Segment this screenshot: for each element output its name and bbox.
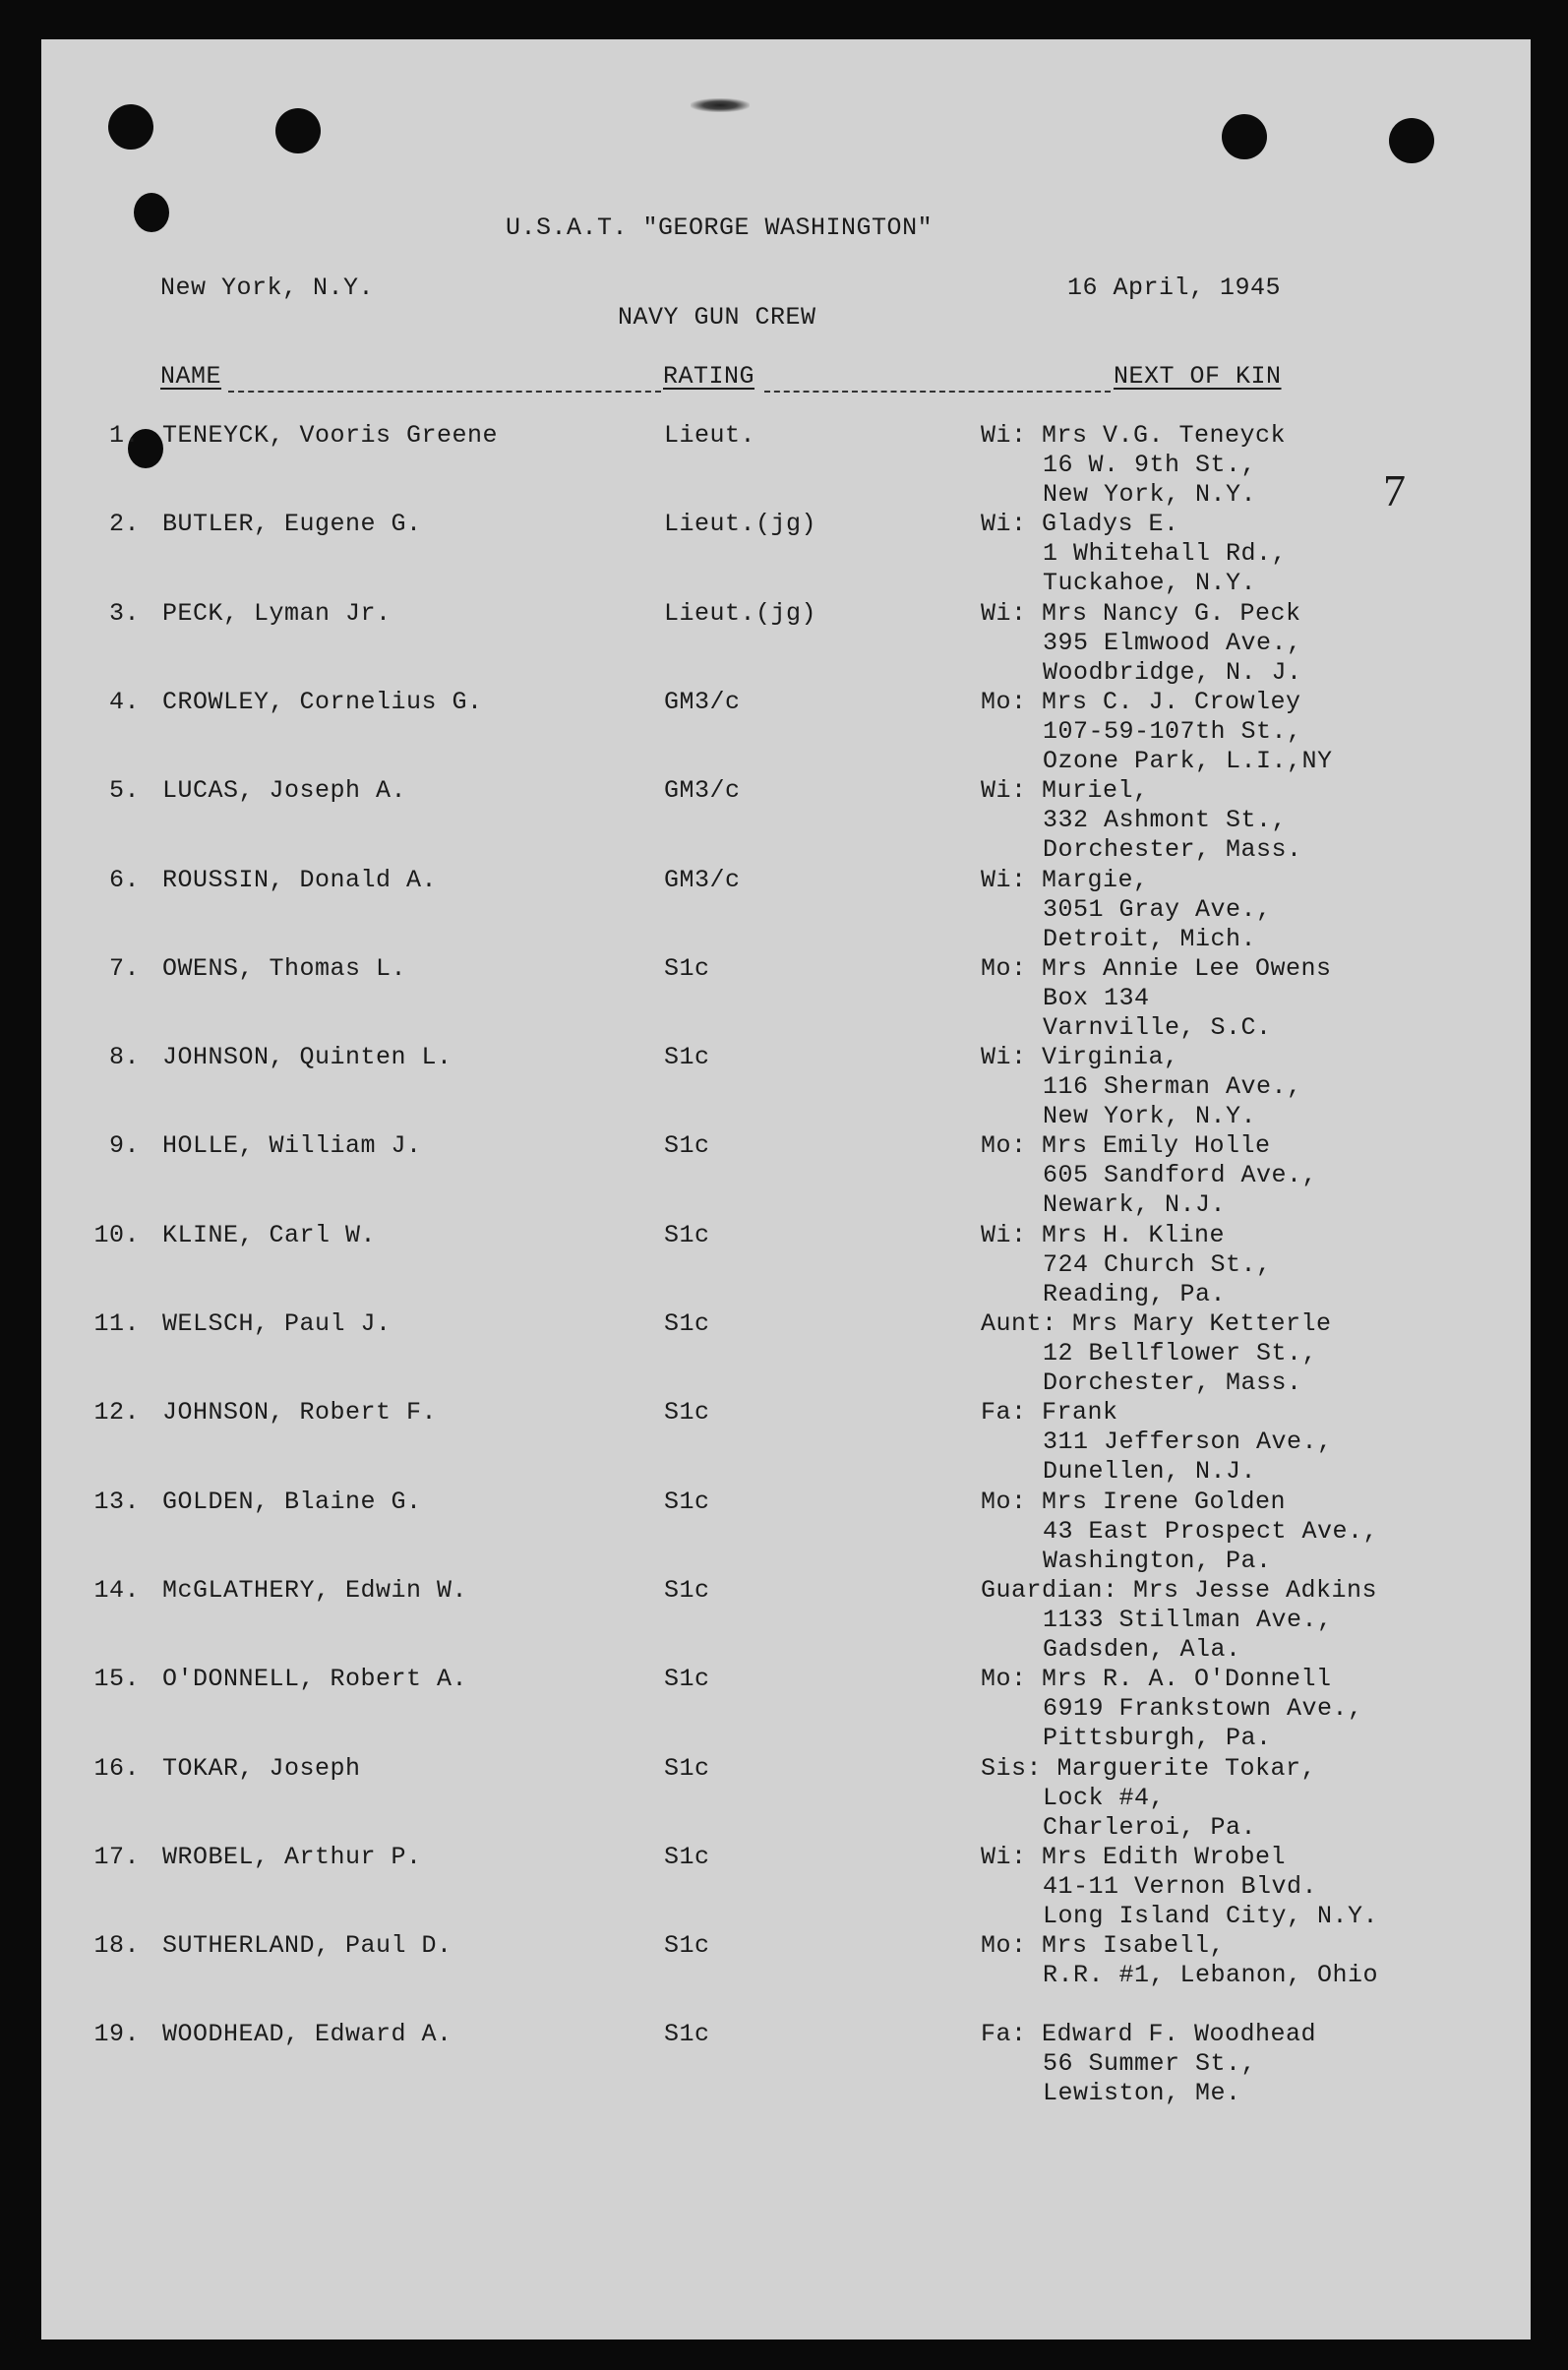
next-of-kin-line: Ozone Park, L.I.,NY <box>1043 747 1333 775</box>
next-of-kin <box>981 1576 1377 1665</box>
next-of-kin-line: Woodbridge, N. J. <box>1043 658 1302 687</box>
crew-number: 2. <box>108 510 140 538</box>
next-of-kin-line: Wi: Mrs H. Kline <box>981 1221 1226 1249</box>
next-of-kin-line: Wi: Mrs Edith Wrobel <box>981 1843 1287 1871</box>
crew-rating: GM3/c <box>664 688 741 716</box>
crew-name: WELSCH, Paul J. <box>162 1309 392 1338</box>
crew-number: 6. <box>108 866 140 894</box>
next-of-kin <box>981 1665 1363 1753</box>
crew-name: CROWLEY, Cornelius G. <box>162 688 483 716</box>
next-of-kin-line: Box 134 <box>1043 984 1150 1012</box>
crew-rating: S1c <box>664 1843 710 1871</box>
next-of-kin-line: Fa: Frank <box>981 1398 1118 1427</box>
crew-number: 11. <box>93 1309 140 1338</box>
crew-name: O'DONNELL, Robert A. <box>162 1665 468 1693</box>
location: New York, N.Y. <box>160 273 375 302</box>
crew-rating: S1c <box>664 1488 710 1516</box>
crew-name: JOHNSON, Robert F. <box>162 1398 438 1427</box>
next-of-kin-line: Mo: Mrs R. A. O'Donnell <box>981 1665 1332 1693</box>
ship-title: U.S.A.T. "GEORGE WASHINGTON" <box>506 213 934 242</box>
next-of-kin-line: 395 Elmwood Ave., <box>1043 629 1302 657</box>
next-of-kin-line: Mo: Mrs Irene Golden <box>981 1488 1287 1516</box>
next-of-kin-line: Mo: Mrs Annie Lee Owens <box>981 954 1332 983</box>
crew-rating: S1c <box>664 1931 710 1960</box>
crew-name: WOODHEAD, Edward A. <box>162 2020 452 2048</box>
next-of-kin-line: 56 Summer St., <box>1043 2049 1257 2078</box>
next-of-kin-line: Tuckahoe, N.Y. <box>1043 569 1257 597</box>
next-of-kin-line: Pittsburgh, Pa. <box>1043 1724 1272 1752</box>
next-of-kin <box>981 1398 1333 1487</box>
crew-name: BUTLER, Eugene G. <box>162 510 422 538</box>
crew-name: TOKAR, Joseph <box>162 1754 361 1783</box>
crew-rating: S1c <box>664 1131 710 1160</box>
next-of-kin-line: Wi: Margie, <box>981 866 1149 894</box>
next-of-kin-line: Charleroi, Pa. <box>1043 1813 1257 1842</box>
crew-name: WROBEL, Arthur P. <box>162 1843 422 1871</box>
next-of-kin <box>981 1488 1378 1576</box>
margin-note: 7 <box>1383 465 1406 516</box>
punch-hole <box>1389 118 1434 163</box>
next-of-kin <box>981 1309 1332 1398</box>
crew-number: 15. <box>93 1665 140 1693</box>
next-of-kin-line: 43 East Prospect Ave., <box>1043 1517 1379 1546</box>
header-rule <box>764 391 1111 393</box>
punch-hole <box>1222 114 1267 159</box>
crew-name: ROUSSIN, Donald A. <box>162 866 438 894</box>
next-of-kin-line: 605 Sandford Ave., <box>1043 1161 1318 1189</box>
column-header-rating: RATING <box>663 362 755 391</box>
crew-rating: S1c <box>664 1309 710 1338</box>
crew-rating: Lieut. <box>664 421 756 450</box>
next-of-kin-line: 12 Bellflower St., <box>1043 1339 1318 1367</box>
next-of-kin-line: Long Island City, N.Y. <box>1043 1902 1379 1930</box>
crew-name: OWENS, Thomas L. <box>162 954 407 983</box>
next-of-kin <box>981 1043 1302 1131</box>
punch-hole <box>275 108 321 153</box>
next-of-kin-line: Newark, N.J. <box>1043 1190 1227 1219</box>
next-of-kin-line: Wi: Virginia, <box>981 1043 1179 1071</box>
crew-number: 9. <box>108 1131 140 1160</box>
next-of-kin <box>981 1754 1316 1843</box>
crew-name: TENEYCK, Vooris Greene <box>162 421 499 450</box>
header-rule <box>228 391 661 393</box>
next-of-kin-line: Mo: Mrs C. J. Crowley <box>981 688 1301 716</box>
crew-rating: S1c <box>664 1398 710 1427</box>
crew-number: 13. <box>93 1488 140 1516</box>
next-of-kin <box>981 1931 1378 1990</box>
crew-number: 4. <box>108 688 140 716</box>
crew-name: HOLLE, William J. <box>162 1131 422 1160</box>
next-of-kin <box>981 510 1287 598</box>
next-of-kin-line: Gadsden, Ala. <box>1043 1635 1241 1664</box>
crew-rating: GM3/c <box>664 776 741 805</box>
next-of-kin <box>981 1131 1317 1220</box>
next-of-kin-line: R.R. #1, Lebanon, Ohio <box>1043 1961 1379 1989</box>
crew-number: 7. <box>108 954 140 983</box>
crew-rating: S1c <box>664 1576 710 1605</box>
next-of-kin-line: Wi: Muriel, <box>981 776 1149 805</box>
next-of-kin-line: Fa: Edward F. Woodhead <box>981 2020 1317 2048</box>
crew-number: 5. <box>108 776 140 805</box>
document-page <box>41 39 1531 2340</box>
next-of-kin <box>981 866 1272 954</box>
next-of-kin <box>981 776 1302 865</box>
next-of-kin-line: Wi: Mrs V.G. Teneyck <box>981 421 1287 450</box>
crew-name: KLINE, Carl W. <box>162 1221 377 1249</box>
next-of-kin-line: Lewiston, Me. <box>1043 2079 1241 2107</box>
crew-number: 16. <box>93 1754 140 1783</box>
next-of-kin-line: Aunt: Mrs Mary Ketterle <box>981 1309 1332 1338</box>
document-date: 16 April, 1945 <box>1067 273 1282 302</box>
crew-rating: S1c <box>664 2020 710 2048</box>
next-of-kin-line: 41-11 Vernon Blvd. <box>1043 1872 1318 1901</box>
next-of-kin <box>981 421 1286 510</box>
crew-number: 18. <box>93 1931 140 1960</box>
crew-name: SUTHERLAND, Paul D. <box>162 1931 452 1960</box>
next-of-kin-line: Dunellen, N.J. <box>1043 1457 1257 1486</box>
next-of-kin-line: Varnville, S.C. <box>1043 1013 1272 1042</box>
next-of-kin <box>981 1843 1378 1931</box>
next-of-kin-line: Reading, Pa. <box>1043 1280 1227 1308</box>
next-of-kin-line: 3051 Gray Ave., <box>1043 895 1272 924</box>
punch-hole <box>134 193 169 232</box>
crew-name: JOHNSON, Quinten L. <box>162 1043 452 1071</box>
crew-rating: S1c <box>664 1665 710 1693</box>
crew-rating: S1c <box>664 1754 710 1783</box>
document-subtitle: NAVY GUN CREW <box>618 303 816 332</box>
crew-name: McGLATHERY, Edwin W. <box>162 1576 468 1605</box>
next-of-kin-line: 107-59-107th St., <box>1043 717 1302 746</box>
crew-number: 3. <box>108 599 140 628</box>
crew-number: 12. <box>93 1398 140 1427</box>
crew-rating: S1c <box>664 1043 710 1071</box>
next-of-kin-line: New York, N.Y. <box>1043 480 1257 509</box>
next-of-kin-line: Detroit, Mich. <box>1043 925 1257 953</box>
crew-rating: Lieut.(jg) <box>664 599 817 628</box>
next-of-kin-line: 724 Church St., <box>1043 1250 1272 1279</box>
crew-number: 14. <box>93 1576 140 1605</box>
next-of-kin-line: 116 Sherman Ave., <box>1043 1072 1302 1101</box>
next-of-kin-line: Wi: Gladys E. <box>981 510 1179 538</box>
column-header-kin: NEXT OF KIN <box>1114 362 1282 391</box>
next-of-kin-line: 332 Ashmont St., <box>1043 806 1288 834</box>
ink-smudge <box>691 98 750 112</box>
column-header-name: NAME <box>160 362 222 391</box>
next-of-kin-line: 6919 Frankstown Ave., <box>1043 1694 1363 1723</box>
crew-rating: GM3/c <box>664 866 741 894</box>
crew-name: PECK, Lyman Jr. <box>162 599 392 628</box>
punch-hole <box>108 104 153 150</box>
crew-rating: S1c <box>664 954 710 983</box>
crew-name: LUCAS, Joseph A. <box>162 776 407 805</box>
next-of-kin-line: Washington, Pa. <box>1043 1547 1272 1575</box>
next-of-kin-line: Mo: Mrs Isabell, <box>981 1931 1226 1960</box>
next-of-kin-line: 1 Whitehall Rd., <box>1043 539 1288 568</box>
next-of-kin <box>981 599 1302 688</box>
next-of-kin-line: Sis: Marguerite Tokar, <box>981 1754 1317 1783</box>
next-of-kin-line: Dorchester, Mass. <box>1043 1368 1302 1397</box>
crew-number: 8. <box>108 1043 140 1071</box>
next-of-kin <box>981 1221 1272 1309</box>
crew-rating: Lieut.(jg) <box>664 510 817 538</box>
crew-number: 1. <box>108 421 140 450</box>
crew-number: 17. <box>93 1843 140 1871</box>
crew-number: 19. <box>93 2020 140 2048</box>
crew-rating: S1c <box>664 1221 710 1249</box>
next-of-kin-line: Mo: Mrs Emily Holle <box>981 1131 1271 1160</box>
next-of-kin-line: 16 W. 9th St., <box>1043 451 1257 479</box>
crew-name: GOLDEN, Blaine G. <box>162 1488 422 1516</box>
crew-number: 10. <box>93 1221 140 1249</box>
next-of-kin <box>981 688 1333 776</box>
next-of-kin-line: 311 Jefferson Ave., <box>1043 1428 1333 1456</box>
next-of-kin-line: Dorchester, Mass. <box>1043 835 1302 864</box>
next-of-kin-line: Lock #4, <box>1043 1784 1166 1812</box>
next-of-kin-line: 1133 Stillman Ave., <box>1043 1606 1333 1634</box>
next-of-kin <box>981 2020 1316 2108</box>
next-of-kin-line: Guardian: Mrs Jesse Adkins <box>981 1576 1378 1605</box>
next-of-kin-line: Wi: Mrs Nancy G. Peck <box>981 599 1301 628</box>
next-of-kin-line: New York, N.Y. <box>1043 1102 1257 1130</box>
next-of-kin <box>981 954 1332 1043</box>
